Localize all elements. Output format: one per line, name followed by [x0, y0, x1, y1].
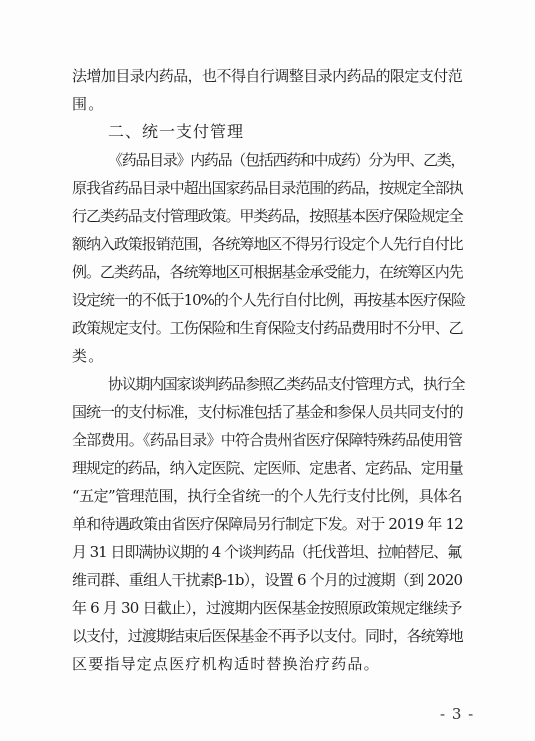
text-line: 政策规定支付。工伤保险和生育保险支付药品费用时不分甲、乙 — [72, 319, 463, 337]
text-line: “五定”管理范围，执行全省统一的个人先行支付比例，具体名 — [72, 487, 462, 505]
section-heading: 二、统一支付管理 — [108, 122, 245, 141]
text-line: 额纳入政策报销范围，各统筹地区不得另行设定个人先行自付比 — [72, 235, 463, 253]
text-line: 年 6 月 30 日截止），过渡期内医保基金按照原政策规定继续予 — [72, 599, 462, 617]
text-line: 设定统一的不低于10%的个人先行自付比例，再按基本医疗保险 — [72, 291, 465, 309]
text-line: 协议期内国家谈判药品参照乙类药品支付管理方式，执行全 — [108, 375, 465, 393]
page-number: - 3 - — [440, 705, 475, 723]
text-line: 原我省药品目录中超出国家药品目录范围的药品，按规定全部执 — [72, 179, 463, 197]
text-line: 《药品目录》内药品（包括西药和中成药）分为甲、乙类， — [108, 151, 465, 169]
text-line: 法增加目录内药品，也不得自行调整目录内药品的限定支付范 — [72, 67, 463, 85]
text-line: 全部费用。《药品目录》中符合贵州省医疗保障特殊药品使用管 — [72, 431, 463, 449]
text-line: 理规定的药品，纳入定医院、定医师、定患者、定药品、定用量 — [72, 459, 463, 477]
text-line: 围。 — [72, 95, 105, 113]
text-line: 月 31 日即满协议期的 4 个谈判药品（托伐普坦、拉帕替尼、氟 — [72, 543, 462, 561]
text-line: 类。 — [72, 347, 105, 365]
text-line: 区要指导定点医疗机构适时替换治疗药品。 — [72, 655, 380, 673]
text-line: 维司群、重组人干扰素β-1b），设置 6 个月的过渡期（到 2020 — [72, 571, 463, 589]
text-line: 单和待遇政策由省医疗保障局另行制定下发。对于 2019 年 12 — [72, 515, 463, 533]
text-line: 国统一的支付标准，支付标准包括了基金和参保人员共同支付的 — [72, 403, 463, 421]
text-line: 行乙类药品支付管理政策。甲类药品，按照基本医疗保险规定全 — [72, 207, 463, 225]
text-line: 例。乙类药品，各统筹地区可根据基金承受能力，在统筹区内先 — [72, 263, 463, 281]
text-line: 以支付，过渡期结束后医保基金不再予以支付。同时，各统筹地 — [72, 627, 463, 645]
